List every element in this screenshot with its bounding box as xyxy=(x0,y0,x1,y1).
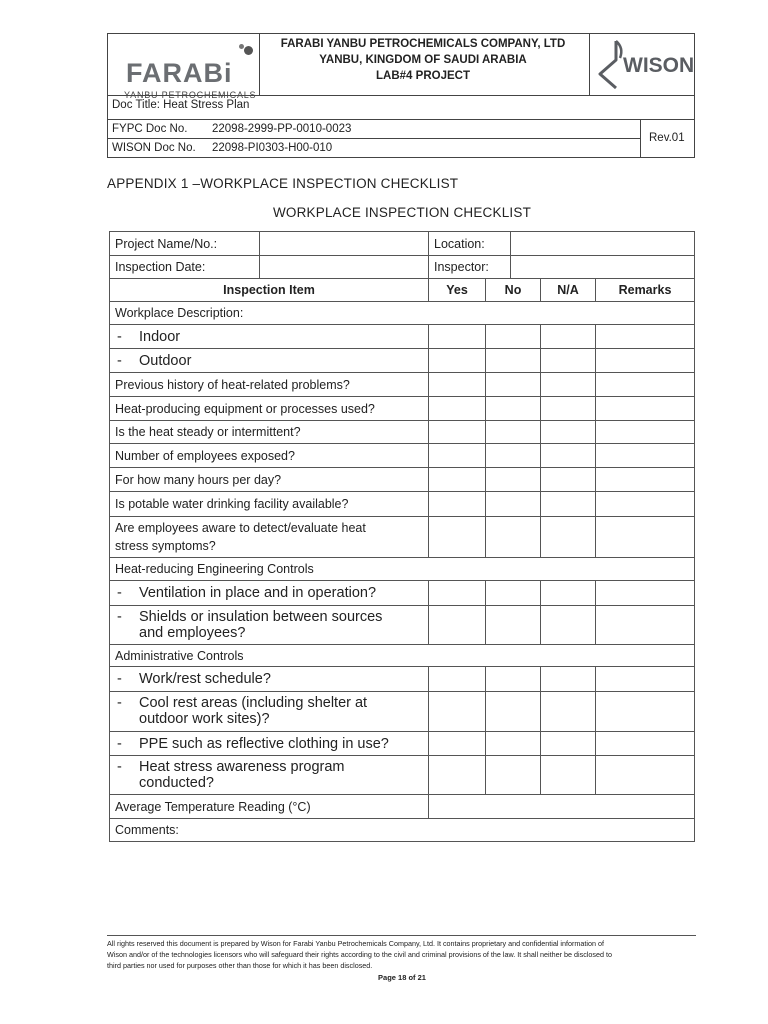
table-row xyxy=(110,756,695,795)
col-header-inspection-item: Inspection Item xyxy=(110,279,429,302)
table-row xyxy=(110,468,695,492)
check-yes[interactable] xyxy=(429,732,486,756)
check-na[interactable] xyxy=(541,581,596,606)
item-employees-aware: Are employees aware to detect/evaluate heat stress symptoms? xyxy=(110,517,429,558)
inspector-value-cell[interactable] xyxy=(511,256,695,279)
table-header-row xyxy=(110,279,695,302)
table-row xyxy=(110,421,695,444)
remarks-cell[interactable] xyxy=(596,421,695,444)
remarks-cell[interactable] xyxy=(596,373,695,397)
inspection-date-value-cell[interactable] xyxy=(260,256,429,279)
inspection-date-row xyxy=(110,256,695,279)
remarks-cell[interactable] xyxy=(596,667,695,692)
check-yes[interactable] xyxy=(429,325,486,349)
check-no[interactable] xyxy=(486,349,541,373)
check-yes[interactable] xyxy=(429,492,486,517)
check-no[interactable] xyxy=(486,397,541,421)
company-block xyxy=(264,36,582,84)
check-yes[interactable] xyxy=(429,349,486,373)
page-number: Page 18 of 21 xyxy=(378,973,426,982)
table-row xyxy=(110,606,695,645)
inspection-date-label: Inspection Date: xyxy=(110,256,260,279)
farabi-logo xyxy=(120,44,260,102)
wison-logo-text: WISON xyxy=(623,54,695,77)
check-no[interactable] xyxy=(486,492,541,517)
workplace-description-label: Workplace Description: xyxy=(110,302,695,325)
remarks-cell[interactable] xyxy=(596,756,695,795)
col-header-na: N/A xyxy=(541,279,596,302)
check-na[interactable] xyxy=(541,373,596,397)
check-na[interactable] xyxy=(541,692,596,732)
remarks-cell[interactable] xyxy=(596,517,695,558)
remarks-cell[interactable] xyxy=(596,732,695,756)
inspector-label: Inspector: xyxy=(429,256,511,279)
check-yes[interactable] xyxy=(429,444,486,468)
company-location: YANBU, KINGDOM OF SAUDI ARABIA xyxy=(319,54,527,66)
disclaimer-line: All rights reserved this document is prepared by Wison for Farabi Yanbu Petrochemicals Company, Ltd. It contains proprietary and confidential information of xyxy=(107,939,604,948)
check-no[interactable] xyxy=(486,468,541,492)
project-label: Project Name/No.: xyxy=(110,232,260,256)
check-na[interactable] xyxy=(541,606,596,645)
fypc-doc-number: 22098-2999-PP-0010-0023 xyxy=(212,123,352,135)
check-no[interactable] xyxy=(486,667,541,692)
temperature-row xyxy=(110,795,695,819)
farabi-logo-text: FARABi xyxy=(126,58,233,88)
item-shields: - Shields or insulation between sources and employees? xyxy=(110,606,429,645)
table-row xyxy=(110,692,695,732)
inspection-checklist-table xyxy=(109,231,695,842)
check-na[interactable] xyxy=(541,732,596,756)
item-outdoor: - Outdoor xyxy=(110,349,429,373)
table-row xyxy=(110,732,695,756)
check-no[interactable] xyxy=(486,756,541,795)
check-no[interactable] xyxy=(486,517,541,558)
item-employees-exposed: Number of employees exposed? xyxy=(110,444,429,468)
check-na[interactable] xyxy=(541,468,596,492)
item-cool-rest: - Cool rest areas (including shelter at outdoor work sites)? xyxy=(110,692,429,732)
location-label: Location: xyxy=(429,232,511,256)
footer-disclaimer xyxy=(107,938,699,971)
check-no[interactable] xyxy=(486,444,541,468)
engineering-controls-label: Heat-reducing Engineering Controls xyxy=(110,558,695,581)
project-name: LAB#4 PROJECT xyxy=(376,70,470,82)
wison-doc-label: WISON Doc No. xyxy=(112,142,196,154)
check-no[interactable] xyxy=(486,606,541,645)
remarks-cell[interactable] xyxy=(596,492,695,517)
col-header-yes: Yes xyxy=(429,279,486,302)
table-row xyxy=(110,444,695,468)
item-previous-history: Previous history of heat-related problems? xyxy=(110,373,429,397)
item-heat-equipment: Heat-producing equipment or processes used? xyxy=(110,397,429,421)
check-na[interactable] xyxy=(541,444,596,468)
check-na[interactable] xyxy=(541,517,596,558)
checklist-title: WORKPLACE INSPECTION CHECKLIST xyxy=(272,205,532,220)
check-yes[interactable] xyxy=(429,468,486,492)
item-work-rest: - Work/rest schedule? xyxy=(110,667,429,692)
comments-label[interactable]: Comments: xyxy=(110,819,695,842)
table-row xyxy=(110,517,695,558)
temperature-value-cell[interactable] xyxy=(429,795,695,819)
check-yes[interactable] xyxy=(429,373,486,397)
check-no[interactable] xyxy=(486,692,541,732)
disclaimer-line: Wison and/or of the technologies licensors who will safeguard their rights according to the civil and criminal provisions of the law. It shall neither be disclosed to xyxy=(107,950,612,959)
check-no[interactable] xyxy=(486,325,541,349)
table-row xyxy=(110,373,695,397)
item-heat-steady: Is the heat steady or intermittent? xyxy=(110,421,429,444)
table-row xyxy=(110,397,695,421)
doc-title: Doc Title: Heat Stress Plan xyxy=(112,99,250,111)
section-row-administrative xyxy=(110,645,695,667)
item-ppe: - PPE such as reflective clothing in use? xyxy=(110,732,429,756)
check-na[interactable] xyxy=(541,325,596,349)
check-na[interactable] xyxy=(541,349,596,373)
check-na[interactable] xyxy=(541,667,596,692)
table-row xyxy=(110,349,695,373)
fypc-doc-label: FYPC Doc No. xyxy=(112,123,188,135)
check-no[interactable] xyxy=(486,732,541,756)
remarks-cell[interactable] xyxy=(596,397,695,421)
check-yes[interactable] xyxy=(429,667,486,692)
project-row xyxy=(110,232,695,256)
item-ventilation: - Ventilation in place and in operation? xyxy=(110,581,429,606)
disclaimer-line: third parties nor used for purposes other than those for which it has been disclosed. xyxy=(107,961,373,970)
check-na[interactable] xyxy=(541,492,596,517)
table-row xyxy=(110,581,695,606)
item-hours-per-day: For how many hours per day? xyxy=(110,468,429,492)
remarks-cell[interactable] xyxy=(596,581,695,606)
check-no[interactable] xyxy=(486,373,541,397)
wison-doc-number: 22098-PI0303-H00-010 xyxy=(212,142,333,154)
administrative-controls-label: Administrative Controls xyxy=(110,645,695,667)
check-no[interactable] xyxy=(486,421,541,444)
comments-row xyxy=(110,819,695,842)
check-na[interactable] xyxy=(541,756,596,795)
item-indoor: - Indoor xyxy=(110,325,429,349)
check-yes[interactable] xyxy=(429,581,486,606)
footer-divider xyxy=(107,935,696,936)
check-na[interactable] xyxy=(541,397,596,421)
document-header xyxy=(107,33,695,158)
remarks-cell[interactable] xyxy=(596,468,695,492)
col-header-remarks: Remarks xyxy=(596,279,695,302)
check-yes[interactable] xyxy=(429,421,486,444)
check-yes[interactable] xyxy=(429,756,486,795)
location-value-cell[interactable] xyxy=(511,232,695,256)
item-avg-temperature: Average Temperature Reading (°C) xyxy=(110,795,429,819)
item-awareness-program: - Heat stress awareness program conducted? xyxy=(110,756,429,795)
check-na[interactable] xyxy=(541,421,596,444)
check-yes[interactable] xyxy=(429,517,486,558)
farabi-logo-subtitle: YANBU PETROCHEMICALS xyxy=(124,90,257,100)
table-row xyxy=(110,325,695,349)
remarks-cell[interactable] xyxy=(596,325,695,349)
remarks-cell[interactable] xyxy=(596,444,695,468)
table-row xyxy=(110,492,695,517)
remarks-cell[interactable] xyxy=(596,349,695,373)
appendix-title: APPENDIX 1 –WORKPLACE INSPECTION CHECKLIST xyxy=(107,176,459,191)
item-potable-water: Is potable water drinking facility available? xyxy=(110,492,429,517)
section-row-engineering xyxy=(110,558,695,581)
check-yes[interactable] xyxy=(429,606,486,645)
revision: Rev.01 xyxy=(649,132,685,144)
project-value-cell[interactable] xyxy=(260,232,429,256)
remarks-cell[interactable] xyxy=(596,606,695,645)
col-header-no: No xyxy=(486,279,541,302)
check-no[interactable] xyxy=(486,581,541,606)
wison-logo xyxy=(594,38,695,92)
check-yes[interactable] xyxy=(429,397,486,421)
company-name: FARABI YANBU PETROCHEMICALS COMPANY, LTD xyxy=(280,38,566,50)
remarks-cell[interactable] xyxy=(596,692,695,732)
check-yes[interactable] xyxy=(429,692,486,732)
section-row-workplace xyxy=(110,302,695,325)
table-row xyxy=(110,667,695,692)
